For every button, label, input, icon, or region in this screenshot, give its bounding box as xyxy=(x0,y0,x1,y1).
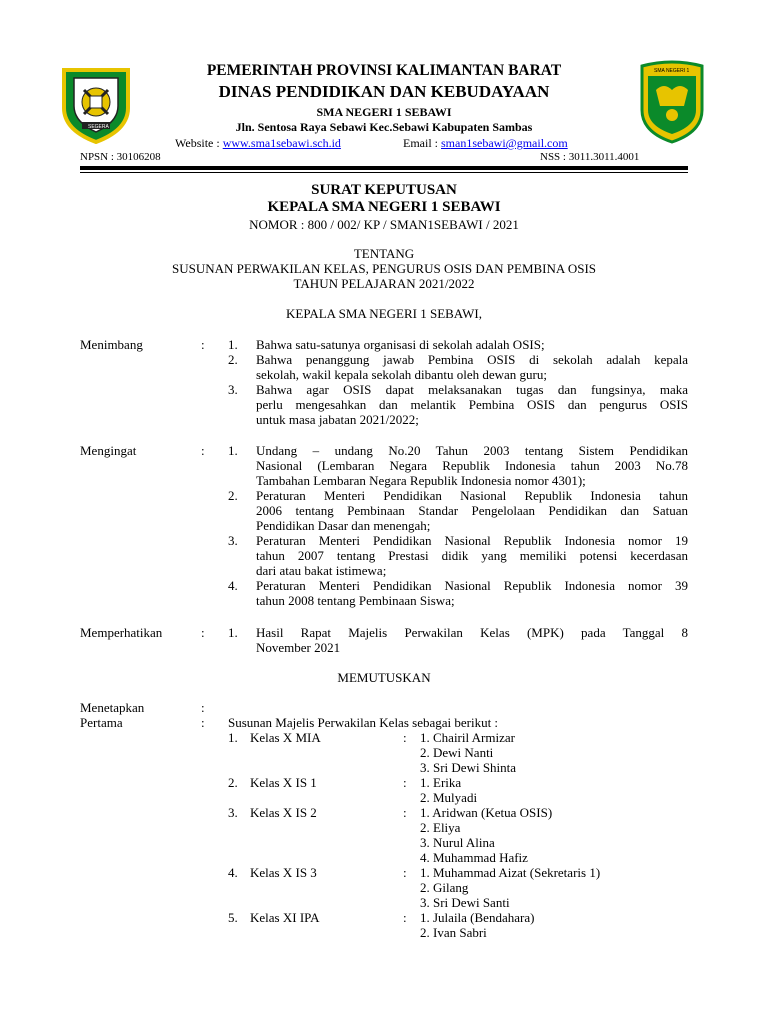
menimbang-item-text: perlu mengesahkan dan melantik Pembina OSIS dan pengurus OSIS xyxy=(256,397,688,412)
class-member: 3. Sri Dewi Shinta xyxy=(420,760,517,775)
decree-subject-1: SUSUNAN PERWAKILAN KELAS, PENGURUS OSIS DAN PEMBINA OSIS xyxy=(172,261,596,276)
pertama-label: Pertama xyxy=(80,715,123,730)
class-member: 1. Aridwan (Ketua OSIS) xyxy=(420,805,553,820)
pertama-intro: Susunan Majelis Perwakilan Kelas sebagai berikut : xyxy=(228,715,499,730)
class-name: Kelas X IS 1 xyxy=(250,775,317,790)
menimbang-label: Menimbang xyxy=(80,337,143,352)
decree-issuer: KEPALA SMA NEGERI 1 SEBAWI xyxy=(267,199,501,215)
decree-tentang: TENTANG xyxy=(353,246,415,261)
menetapkan-label: Menetapkan xyxy=(80,700,145,715)
mengingat-item-text: 2006 tentang Pembinaan Standar Pengelolaan Pendidikan dan Satuan xyxy=(256,503,688,518)
class-member: 4. Muhammad Hafiz xyxy=(420,850,528,865)
memperhatikan-label: Memperhatikan xyxy=(80,625,163,640)
menimbang-item-text: sekolah, wakil kepala sekolah dibantu oleh dewan guru; xyxy=(256,367,547,382)
letterhead-address: Jln. Sentosa Raya Sebawi Kec.Sebawi Kabupaten Sambas xyxy=(235,120,533,134)
decree-opening: KEPALA SMA NEGERI 1 SEBAWI, xyxy=(285,306,483,321)
class-member: 1. Erika xyxy=(420,775,462,790)
mengingat-item-text: tahun 2008 tentang Pembinaan Siswa; xyxy=(256,593,455,608)
memperhatikan-item-text: November 2021 xyxy=(256,640,341,655)
class-member: 3. Sri Dewi Santi xyxy=(420,895,510,910)
memperhatikan-item-text: Hasil Rapat Majelis Perwakilan Kelas (MPK) pada Tanggal 8 xyxy=(256,625,688,640)
class-colon: : xyxy=(403,730,407,745)
decree-number: NOMOR : 800 / 002/ KP / SMAN1SEBAWI / 2021 xyxy=(249,217,519,232)
class-member: 1. Chairil Armizar xyxy=(420,730,515,745)
decree-title: SURAT KEPUTUSAN xyxy=(311,182,457,198)
website-label: Website : xyxy=(175,136,223,150)
class-member: 2. Mulyadi xyxy=(420,790,478,805)
menimbang-item-text: untuk masa jabatan 2021/2022; xyxy=(256,412,419,427)
menimbang-item-text: Bahwa satu-satunya organisasi di sekolah adalah OSIS; xyxy=(256,337,545,352)
mengingat-item-text: dari atau bakat istimewa; xyxy=(256,563,387,578)
class-number: 5. xyxy=(228,910,238,925)
mengingat-item-text: Pendidikan Dasar dan menengah; xyxy=(256,518,431,533)
nss-label: NSS : 3011.3011.4001 xyxy=(540,151,640,163)
menimbang-item-number: 1. xyxy=(228,337,238,352)
mengingat-item-text: Tambahan Lembaran Negara Republik Indonesia nomor 4301); xyxy=(256,473,586,488)
class-member: 2. Ivan Sabri xyxy=(420,925,487,940)
mengingat-item-number: 2. xyxy=(228,488,238,503)
class-colon: : xyxy=(403,775,407,790)
memperhatikan-colon: : xyxy=(201,625,205,640)
class-member: 1. Julaila (Bendahara) xyxy=(420,910,535,925)
letterhead-school: SMA NEGERI 1 SEBAWI xyxy=(316,105,452,119)
menimbang-colon: : xyxy=(201,337,205,352)
class-number: 1. xyxy=(228,730,238,745)
mengingat-colon: : xyxy=(201,443,205,458)
class-name: Kelas X IS 3 xyxy=(250,865,317,880)
letterhead-divider xyxy=(80,166,688,170)
class-member: 3. Nurul Alina xyxy=(420,835,495,850)
mengingat-item-text: Undang – undang No.20 Tahun 2003 tentang Sistem Pendidikan xyxy=(256,443,688,458)
left-logo-caption: SEGERA xyxy=(88,124,109,130)
class-number: 4. xyxy=(228,865,238,880)
class-member: 2. Eliya xyxy=(420,820,461,835)
letterhead-contacts xyxy=(175,136,341,151)
letterhead-province: PEMERINTAH PROVINSI KALIMANTAN BARAT xyxy=(206,62,562,79)
website-link[interactable]: www.sma1sebawi.sch.id xyxy=(222,136,341,150)
class-name: Kelas X MIA xyxy=(250,730,321,745)
class-member: 2. Gilang xyxy=(420,880,469,895)
mengingat-label: Mengingat xyxy=(80,443,137,458)
class-number: 3. xyxy=(228,805,238,820)
menimbang-item-text: Bahwa penanggung jawab Pembina OSIS di sekolah adalah kepala xyxy=(256,352,688,367)
npsn-label: NPSN : 30106208 xyxy=(80,151,161,163)
class-member: 2. Dewi Nanti xyxy=(420,745,494,760)
memperhatikan-item-number: 1. xyxy=(228,625,238,640)
menetapkan-colon: : xyxy=(201,700,205,715)
letterhead-email xyxy=(403,136,568,151)
pertama-colon: : xyxy=(201,715,205,730)
email-label: Email : xyxy=(403,136,441,150)
class-name: Kelas XI IPA xyxy=(250,910,320,925)
mengingat-item-text: Peraturan Menteri Pendidikan Nasional Republik Indonesia nomor 19 xyxy=(256,533,688,548)
mengingat-item-number: 3. xyxy=(228,533,238,548)
class-member: 1. Muhammad Aizat (Sekretaris 1) xyxy=(420,865,601,880)
decree-subject-2: TAHUN PELAJARAN 2021/2022 xyxy=(293,276,475,291)
menimbang-item-text: Bahwa agar OSIS dapat melaksanakan tugas dan fungsinya, maka xyxy=(256,382,688,397)
mengingat-item-text: tahun 2007 tentang Prestasi didik yang memiliki potensi kecerdasan xyxy=(256,548,688,563)
letterhead-agency: DINAS PENDIDIKAN DAN KEBUDAYAAN xyxy=(218,82,550,101)
email-link[interactable]: sman1sebawi@gmail.com xyxy=(441,136,568,150)
mengingat-item-text: Peraturan Menteri Pendidikan Nasional Republik Indonesia nomor 39 xyxy=(256,578,688,593)
mengingat-item-text: Peraturan Menteri Pendidikan Nasional Republik Indonesia tahun xyxy=(256,488,688,503)
mengingat-item-number: 4. xyxy=(228,578,238,593)
mengingat-item-text: Nasional (Lembaran Negara Republik Indonesia tahun 2003 No.78 xyxy=(256,458,688,473)
right-logo-caption: SMA NEGERI 1 xyxy=(654,68,690,74)
class-colon: : xyxy=(403,865,407,880)
class-colon: : xyxy=(403,805,407,820)
menimbang-item-number: 2. xyxy=(228,352,238,367)
class-name: Kelas X IS 2 xyxy=(250,805,317,820)
class-colon: : xyxy=(403,910,407,925)
menimbang-item-number: 3. xyxy=(228,382,238,397)
class-number: 2. xyxy=(228,775,238,790)
memutuskan-heading: MEMUTUSKAN xyxy=(337,670,431,685)
mengingat-item-number: 1. xyxy=(228,443,238,458)
letterhead-divider-thin xyxy=(80,172,688,173)
